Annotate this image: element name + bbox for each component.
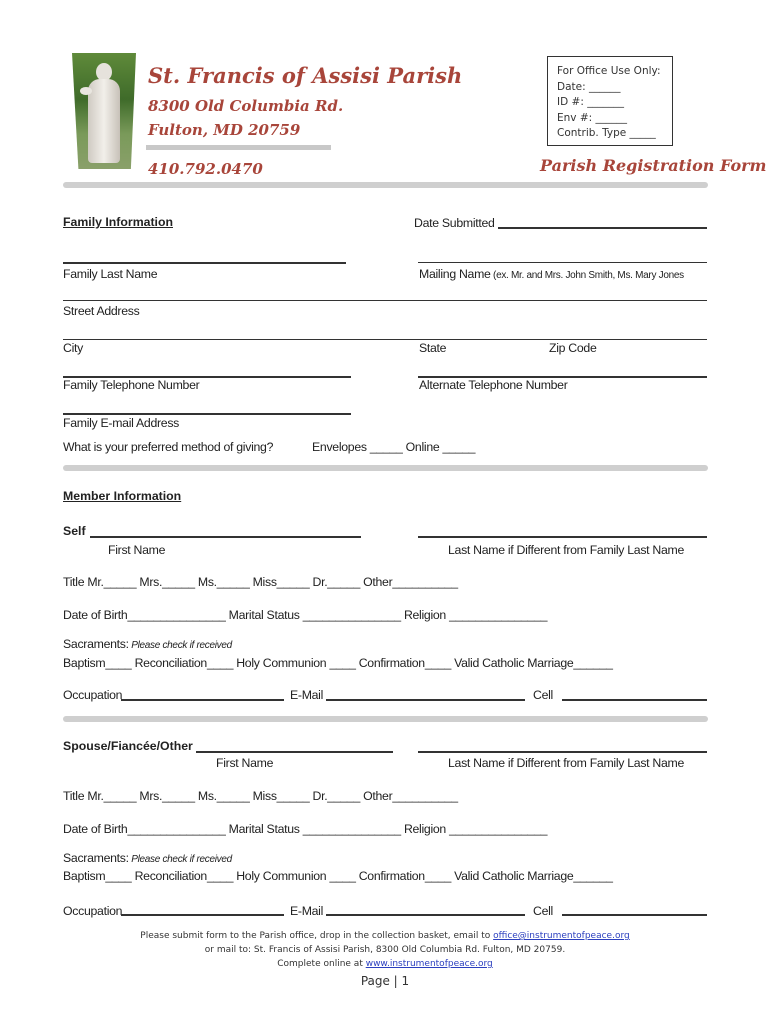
self-occupation-label: Occupation [63, 688, 123, 702]
self-dob-marital-religion[interactable]: Date of Birth_______________ Marital Status _______________ Religion _______________ [63, 608, 548, 622]
giving-method-question: What is your preferred method of giving? [63, 440, 274, 454]
spouse-dob-marital-religion[interactable]: Date of Birth_______________ Marital Status _______________ Religion _______________ [63, 822, 548, 836]
giving-method-options[interactable]: Envelopes _____ Online _____ [312, 440, 476, 454]
self-cell-line[interactable] [562, 699, 707, 701]
self-first-name-line[interactable] [90, 536, 361, 538]
sacraments-text: Sacraments: [63, 851, 129, 865]
family-email-label: Family E-mail Address [63, 416, 180, 430]
office-use-id: ID #: _______ [557, 96, 624, 108]
website-link[interactable]: www.instrumentofpeace.org [365, 959, 493, 969]
family-last-name-line[interactable] [63, 262, 346, 264]
parish-phone: 410.792.0470 [148, 160, 263, 178]
self-occupation-line[interactable] [121, 699, 284, 701]
spouse-occupation-line[interactable] [121, 914, 284, 916]
spouse-sacraments-label [63, 851, 232, 865]
spouse-label: Spouse/Fiancée/Other [63, 739, 193, 753]
state-label: State [419, 341, 447, 355]
header-underline [146, 145, 331, 150]
page-number: Page | 1 [360, 974, 410, 988]
family-email-line[interactable] [63, 413, 351, 415]
alternate-telephone-label: Alternate Telephone Number [419, 378, 568, 392]
family-info-heading: Family Information [63, 215, 173, 229]
spouse-sacraments-options[interactable]: Baptism____ Reconciliation____ Holy Communion ____ Confirmation____ Valid Catholic Marriage______ [63, 869, 613, 883]
parish-name: St. Francis of Assisi Parish [148, 63, 463, 88]
form-title: Parish Registration Form [540, 156, 767, 175]
mailing-name-text: Mailing Name [419, 267, 491, 281]
spouse-cell-label: Cell [533, 904, 553, 918]
city-state-zip-line[interactable] [63, 339, 707, 340]
city-label: City [63, 341, 83, 355]
sacraments-hint: Please check if received [128, 854, 232, 865]
self-sacraments-label [63, 637, 232, 651]
mailing-name-line[interactable] [418, 262, 707, 263]
spouse-cell-line[interactable] [562, 914, 707, 916]
spouse-occupation-label: Occupation [63, 904, 123, 918]
office-use-contrib: Contrib. Type _____ [557, 127, 656, 139]
self-last-name-line[interactable] [418, 536, 707, 538]
sacraments-text: Sacraments: [63, 637, 129, 651]
date-submitted-label: Date Submitted [414, 216, 495, 230]
spouse-title-options[interactable]: Title Mr._____ Mrs._____ Ms._____ Miss_____ Dr._____ Other__________ [63, 789, 458, 803]
footer-line3 [0, 959, 770, 969]
office-use-env: Env #: ______ [557, 111, 628, 124]
section-divider [63, 716, 708, 722]
footer-line1 [0, 931, 770, 941]
office-use-box [547, 56, 673, 146]
street-address-label: Street Address [63, 304, 140, 318]
parish-address-line1: 8300 Old Columbia Rd. [148, 97, 344, 115]
family-telephone-label: Family Telephone Number [63, 378, 200, 392]
self-title-options[interactable]: Title Mr._____ Mrs._____ Ms._____ Miss_____ Dr._____ Other__________ [63, 575, 458, 589]
statue-image [72, 53, 136, 169]
spouse-last-name-label: Last Name if Different from Family Last Name [448, 756, 685, 770]
self-last-name-label: Last Name if Different from Family Last Name [448, 543, 685, 557]
mailing-name-label [419, 267, 684, 281]
spouse-email-line[interactable] [326, 914, 525, 916]
office-email-link[interactable]: office@instrumentofpeace.org [493, 931, 630, 941]
section-divider [63, 465, 708, 471]
spouse-first-name-label: First Name [216, 756, 274, 770]
footer-submit-text: Please submit form to the Parish office, drop in the collection basket, email to [140, 931, 494, 941]
member-info-heading: Member Information [63, 489, 182, 503]
spouse-last-name-line[interactable] [418, 751, 707, 753]
self-label: Self [63, 524, 86, 538]
office-use-date: Date: ______ [557, 80, 621, 93]
zip-code-label: Zip Code [549, 341, 597, 355]
street-address-line[interactable] [63, 300, 707, 301]
office-use-title: For Office Use Only: [557, 65, 661, 77]
self-email-label: E-Mail [290, 688, 324, 702]
sacraments-hint: Please check if received [128, 640, 232, 651]
date-submitted-line[interactable] [498, 227, 707, 229]
parish-address-line2: Fulton, MD 20759 [148, 121, 301, 139]
self-sacraments-options[interactable]: Baptism____ Reconciliation____ Holy Communion ____ Confirmation____ Valid Catholic Marriage______ [63, 656, 613, 670]
self-email-line[interactable] [326, 699, 525, 701]
footer-line2: or mail to: St. Francis of Assisi Parish, 8300 Old Columbia Rd. Fulton, MD 20759. [204, 945, 566, 955]
self-first-name-label: First Name [108, 543, 166, 557]
spouse-first-name-line[interactable] [196, 751, 393, 753]
family-last-name-label: Family Last Name [63, 267, 158, 281]
footer-online-text: Complete online at [277, 959, 366, 969]
mailing-name-example: (ex. Mr. and Mrs. John Smith, Ms. Mary Jones [490, 270, 684, 281]
spouse-email-label: E-Mail [290, 904, 324, 918]
self-cell-label: Cell [533, 688, 553, 702]
section-divider [63, 182, 708, 188]
